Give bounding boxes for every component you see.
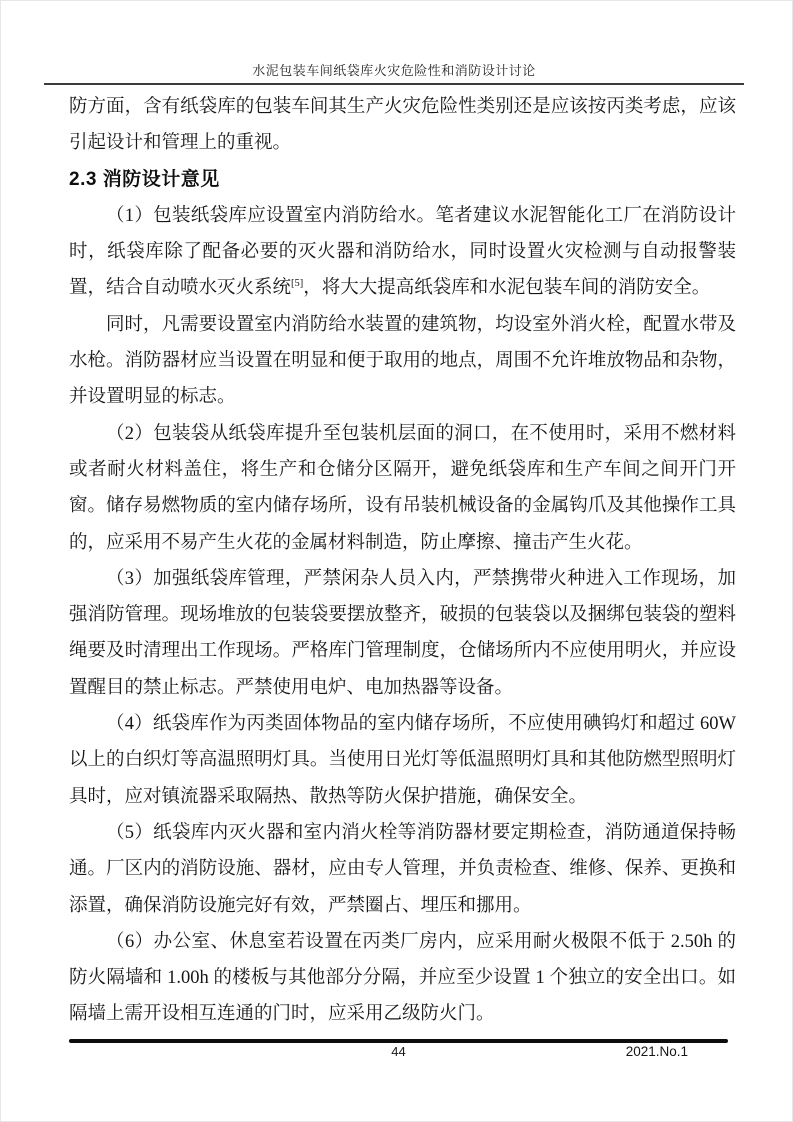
footer-rule [69,1039,728,1043]
paragraph-item-1-text-after-ref: ，将大大提高纸袋库和水泥包装车间的消防安全。 [303,278,711,299]
running-header [44,61,744,85]
issue-label: 2021.No.1 [625,1044,688,1059]
section-heading: 2.3 消防设计意见 [69,168,220,190]
paragraph-hydrant: 同时，凡需要设置室内消防给水装置的建筑物，均设室外消火栓，配置水带及水枪。消防器材应当设置在明显和便于取用的地点，周围不允许堆放物品和杂物，并设置明显的标志。 [69,314,736,408]
article-body [69,89,736,1033]
paragraph-item-6: （6）办公室、休息室若设置在丙类厂房内，应采用耐火极限不低于 2.50h 的防火隔墙和 1.00h 的楼板与其他部分分隔，并应至少设置 1 个独立的安全出口。如隔墙上需开设相互连通的门时，应采用乙级防火门。 [69,931,736,1025]
citation-reference: [5] [291,278,304,290]
paragraph-item-2: （2）包装袋从纸袋库提升至包装机层面的洞口，在不使用时，采用不燃材料或者耐火材料盖住，将生产和仓储分区隔开，避免纸袋库和生产车间之间开门开窗。储存易燃物质的室内储存场所，设有吊装机械设备的金属钩爪及其他操作工具的，应采用不易产生火花的金属材料制造，防止摩擦、撞击产生火花。 [69,423,736,553]
paragraph-item-5: （5）纸袋库内灭火器和室内消火栓等消防器材要定期检查，消防通道保持畅通。厂区内的消防设施、器材，应由专人管理，并负责检查、维修、保养、更换和添置，确保消防设施完好有效，严禁圈占、埋压和挪用。 [69,822,736,916]
paragraph-item-1-text: （1）包装纸袋库应设置室内消防给水。笔者建议水泥智能化工厂在消防设计时，纸袋库除了配备必要的灭火器和消防给水，同时设置火灾检测与自动报警装置，结合自动喷水灭火系统 [69,205,736,299]
page-number: 44 [391,1044,406,1059]
paragraph-item-4: （4）纸袋库作为丙类固体物品的室内储存场所，不应使用碘钨灯和超过 60W 以上的白织灯等高温照明灯具。当使用日光灯等低温照明灯具和其他防燃型照明灯具时，应对镇流器采取隔热、散热等防火保护措施，确保安全。 [69,714,736,807]
paragraph-item-1 [69,198,736,307]
paragraph-item-3: （3）加强纸袋库管理，严禁闲杂人员入内，严禁携带火种进入工作现场，加强消防管理。现场堆放的包装袋要摆放整齐，破损的包装袋以及捆绑包装袋的塑料绳要及时清理出工作现场。严格库门管理制度，仓储场所内不应使用明火，并应设置醒目的禁止标志。严禁使用电炉、电加热器等设备。 [69,568,736,698]
running-header-title: 水泥包装车间纸袋库火灾危险性和消防设计讨论 [252,63,536,78]
paragraph-intro-continuation: 防方面，含有纸袋库的包装车间其生产火灾危险性类别还是应该按丙类考虑，应该引起设计和管理上的重视。 [69,97,736,154]
